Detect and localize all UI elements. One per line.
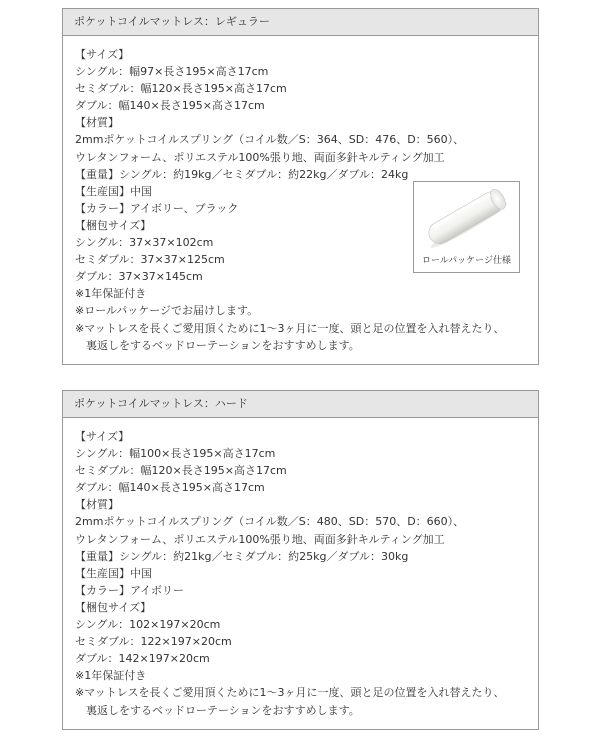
spec-line: 【生産国】中国 [75, 566, 152, 580]
spec-line: ダブル：37×37×145cm [75, 270, 203, 284]
spec-panel-hard [62, 390, 539, 730]
spec-line: ※マットレスを長くご愛用頂くために1～3ヶ月に一度、頭と足の位置を入れ替えたり、 [75, 686, 505, 700]
spec-line: 裏返しをするベッドローテーションをおすすめします。 [86, 703, 360, 717]
spec-line: 【サイズ】 [75, 430, 130, 443]
spec-line: ※マットレスを長くご愛用頂くために1～3ヶ月に一度、頭と足の位置を入れ替えたり、 [75, 321, 505, 335]
spec-line: セミダブル：37×37×125cm [75, 253, 225, 267]
spec-line: シングル：幅97×長さ195×高さ17cm [75, 65, 269, 79]
spec-line: ダブル：幅140×長さ195×高さ17cm [75, 99, 265, 113]
spec-line: 【カラー】アイボリー [75, 583, 185, 597]
roll-package-figure [413, 181, 520, 273]
spec-line: 2mmポケットコイルスプリング（コイル数／S：364、SD：476、D：560）、 [75, 133, 465, 147]
spec-line: ダブル：幅140×長さ195×高さ17cm [75, 481, 265, 495]
panel-title: ポケットコイルマットレス：レギュラー [63, 9, 538, 36]
spec-line: 【材質】 [75, 116, 119, 130]
spec-line: ダブル：142×197×20cm [75, 652, 210, 666]
spec-line: 【生産国】中国 [75, 184, 152, 198]
spec-line: 【梱包サイズ】 [75, 600, 152, 614]
spec-line: セミダブル：幅120×長さ195×高さ17cm [75, 464, 287, 478]
spec-line: ※1年保証付き [75, 669, 147, 683]
spec-line: ※ロールパッケージでお届けします。 [75, 304, 259, 318]
spec-line: 【重量】シングル：約19kg／セミダブル：約22kg／ダブル：24kg [75, 167, 409, 181]
spec-panel-regular [62, 8, 539, 365]
spec-line: 裏返しをするベッドローテーションをおすすめします。 [86, 338, 360, 352]
package-caption: ロールパッケージ仕様 [421, 256, 511, 266]
spec-line: 【重量】シングル：約21kg／セミダブル：約25kg／ダブル：30kg [75, 549, 409, 563]
spec-line: 【材質】 [75, 498, 119, 512]
panel-title: ポケットコイルマットレス：ハード [63, 391, 538, 418]
spec-line: シングル：102×197×20cm [75, 618, 221, 632]
spec-line: ウレタンフォーム、ポリエステル100%張り地、両面多針キルティング加工 [75, 532, 445, 546]
spec-line: セミダブル：122×197×20cm [75, 635, 232, 649]
spec-list [75, 428, 504, 719]
spec-line: ウレタンフォーム、ポリエステル100%張り地、両面多針キルティング加工 [75, 150, 445, 164]
spec-line: シングル：幅100×長さ195×高さ17cm [75, 447, 276, 461]
spec-line: 2mmポケットコイルスプリング（コイル数／S：480、SD：570、D：660）、 [75, 515, 465, 529]
spec-line: 【梱包サイズ】 [75, 218, 152, 232]
spec-line: セミダブル：幅120×長さ195×高さ17cm [75, 82, 287, 96]
spec-line: シングル：37×37×102cm [75, 236, 214, 250]
spec-line: ※1年保証付き [75, 287, 147, 301]
spec-line: 【カラー】アイボリー、ブラック [75, 201, 239, 215]
spec-line: 【サイズ】 [75, 48, 130, 61]
